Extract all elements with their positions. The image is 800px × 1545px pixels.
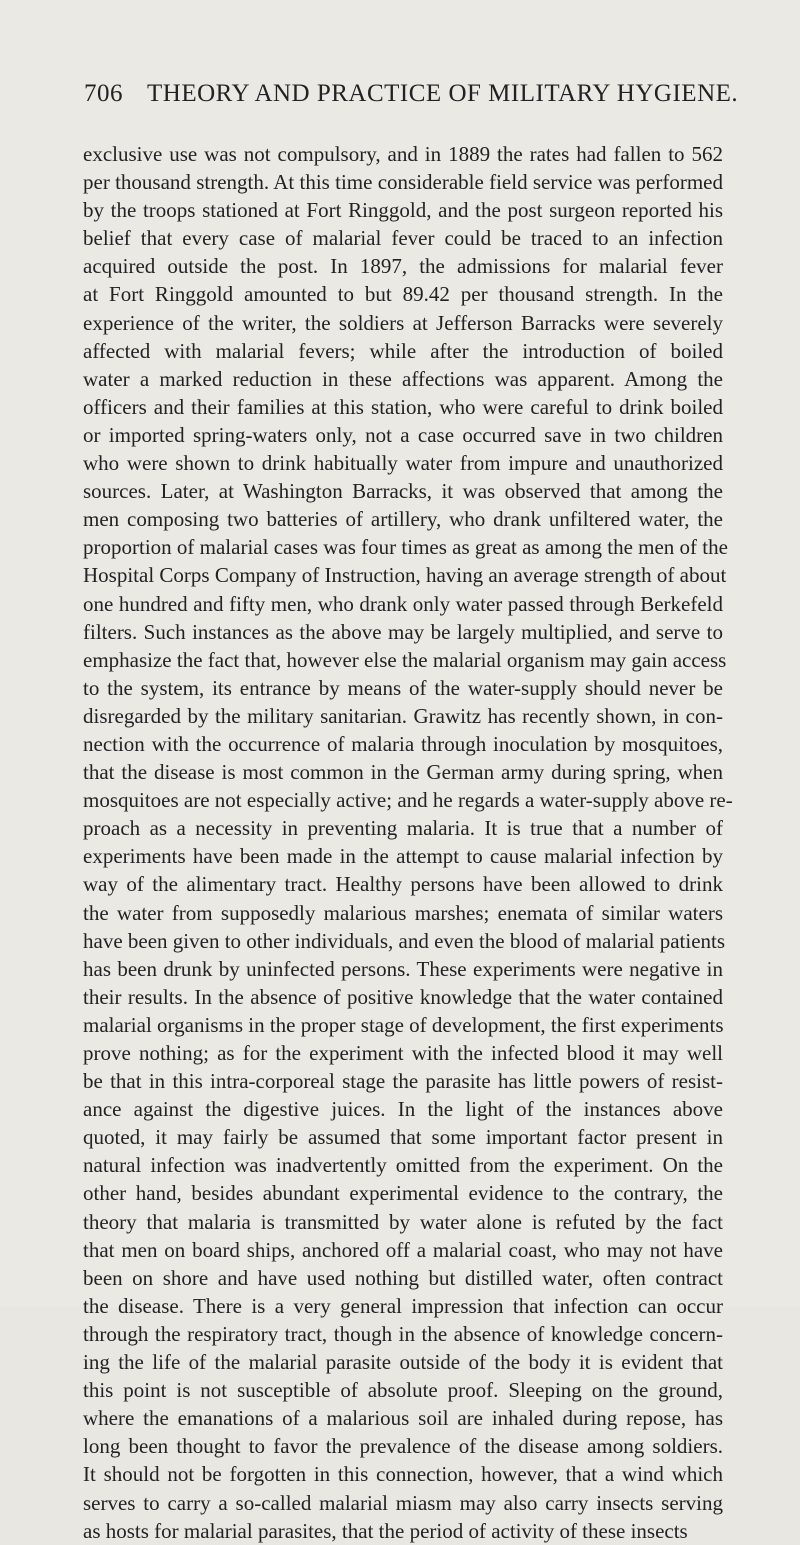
text-line: that men on board ships, anchored off a malarial coast, who may not have xyxy=(83,1237,723,1262)
text-line: exclusive use was not compulsory, and in 1889 the rates had fallen to 562 xyxy=(83,142,723,166)
text-line: proach as a necessity in preventing malaria. It is true that a number of xyxy=(83,816,723,841)
text-line: as hosts for malarial parasites, that the period of activity of these insects xyxy=(83,1518,688,1543)
text-line: experience of the writer, the soldiers at Jefferson Barracks were severely xyxy=(83,310,723,335)
text-line: one hundred and fifty men, who drank only water passed through Berkefeld xyxy=(83,591,723,616)
text-line: that the disease is most common in the German army during spring, when xyxy=(83,760,723,785)
text-line: or imported spring-waters only, not a case occurred save in two children xyxy=(83,422,723,447)
text-line: nection with the occurrence of malaria through inoculation by mosquitoes, xyxy=(83,731,723,756)
text-line: water a marked reduction in these affections was apparent. Among the xyxy=(83,366,723,391)
text-line: belief that every case of malarial fever could be traced to an infection xyxy=(83,226,723,251)
running-header xyxy=(84,80,739,114)
text-line: the water from supposedly malarious marshes; enemata of similar waters xyxy=(83,900,723,925)
text-line: the disease. There is a very general impression that infection can occur xyxy=(83,1293,723,1318)
text-line: affected with malarial fevers; while after the introduction of boiled xyxy=(83,338,723,363)
text-line: per thousand strength. At this time considerable field service was performed xyxy=(83,170,723,195)
text-line: ance against the digestive juices. In the light of the instances above xyxy=(83,1097,723,1122)
text-line: quoted, it may fairly be assumed that some important factor present in xyxy=(83,1125,723,1150)
text-line: been on shore and have used nothing but distilled water, often contract xyxy=(83,1265,723,1290)
text-line: officers and their families at this station, who were careful to drink boiled xyxy=(83,394,723,419)
text-line: prove nothing; as for the experiment with the infected blood it may well xyxy=(83,1041,723,1065)
text-line: where the emanations of a malarious soil are inhaled during repose, has xyxy=(83,1406,723,1431)
running-title: THEORY AND PRACTICE OF MILITARY HYGIENE. xyxy=(147,80,739,107)
text-line: their results. In the absence of positive knowledge that the water contained xyxy=(83,984,723,1009)
text-line: malarial organisms in the proper stage of development, the first experiments xyxy=(83,1012,724,1037)
text-line: natural infection was inadvertently omitted from the experiment. On the xyxy=(83,1153,723,1178)
text-line: theory that malaria is transmitted by water alone is refuted by the fact xyxy=(83,1209,723,1234)
text-line: at Fort Ringgold amounted to but 89.42 per thousand strength. In the xyxy=(83,282,723,307)
text-line: ing the life of the malarial parasite outside of the body it is evident that xyxy=(83,1350,723,1375)
text-line: to the system, its entrance by means of the water-supply should never be xyxy=(83,675,723,700)
text-line: has been drunk by uninfected persons. These experiments were negative in xyxy=(83,956,723,981)
text-line: proportion of malarial cases was four times as great as among the men of the xyxy=(83,535,728,560)
text-line: this point is not susceptible of absolute proof. Sleeping on the ground, xyxy=(83,1378,723,1403)
text-line: mosquitoes are not especially active; and he regards a water-supply above re- xyxy=(83,788,733,813)
text-line: experiments have been made in the attempt to cause malarial infection by xyxy=(83,844,723,869)
text-line: way of the alimentary tract. Healthy persons have been allowed to drink xyxy=(83,872,723,897)
text-line: It should not be forgotten in this connection, however, that a wind which xyxy=(83,1462,723,1487)
text-line: who were shown to drink habitually water from impure and unauthorized xyxy=(83,451,723,476)
text-line: filters. Such instances as the above may be largely multiplied, and serve to xyxy=(83,619,723,644)
text-line: by the troops stationed at Fort Ringgold, and the post surgeon reported his xyxy=(83,198,723,223)
text-line: long been thought to favor the prevalence of the disease among soldiers. xyxy=(83,1434,723,1459)
text-line: men composing two batteries of artillery, who drank unfiltered water, the xyxy=(83,507,723,532)
text-line: other hand, besides abundant experimental evidence to the contrary, the xyxy=(83,1181,723,1206)
text-line: emphasize the fact that, however else the malarial organism may gain access xyxy=(83,647,727,672)
text-line: serves to carry a so-called malarial miasm may also carry insects serving xyxy=(83,1490,723,1515)
text-line: disregarded by the military sanitarian. Grawitz has recently shown, in con- xyxy=(83,703,723,728)
text-line: acquired outside the post. In 1897, the admissions for malarial fever xyxy=(83,254,723,279)
page-number: 706 xyxy=(84,80,123,107)
text-line: sources. Later, at Washington Barracks, it was observed that among the xyxy=(83,479,723,504)
text-line: Hospital Corps Company of Instruction, having an average strength of about xyxy=(83,563,727,588)
text-line: have been given to other individuals, and even the blood of malarial patients xyxy=(83,928,726,953)
body-paragraph xyxy=(83,140,733,1545)
text-line: be that in this intra-corporeal stage the parasite has little powers of resist- xyxy=(83,1069,723,1094)
text-line: through the respiratory tract, though in the absence of knowledge concern- xyxy=(83,1321,723,1346)
